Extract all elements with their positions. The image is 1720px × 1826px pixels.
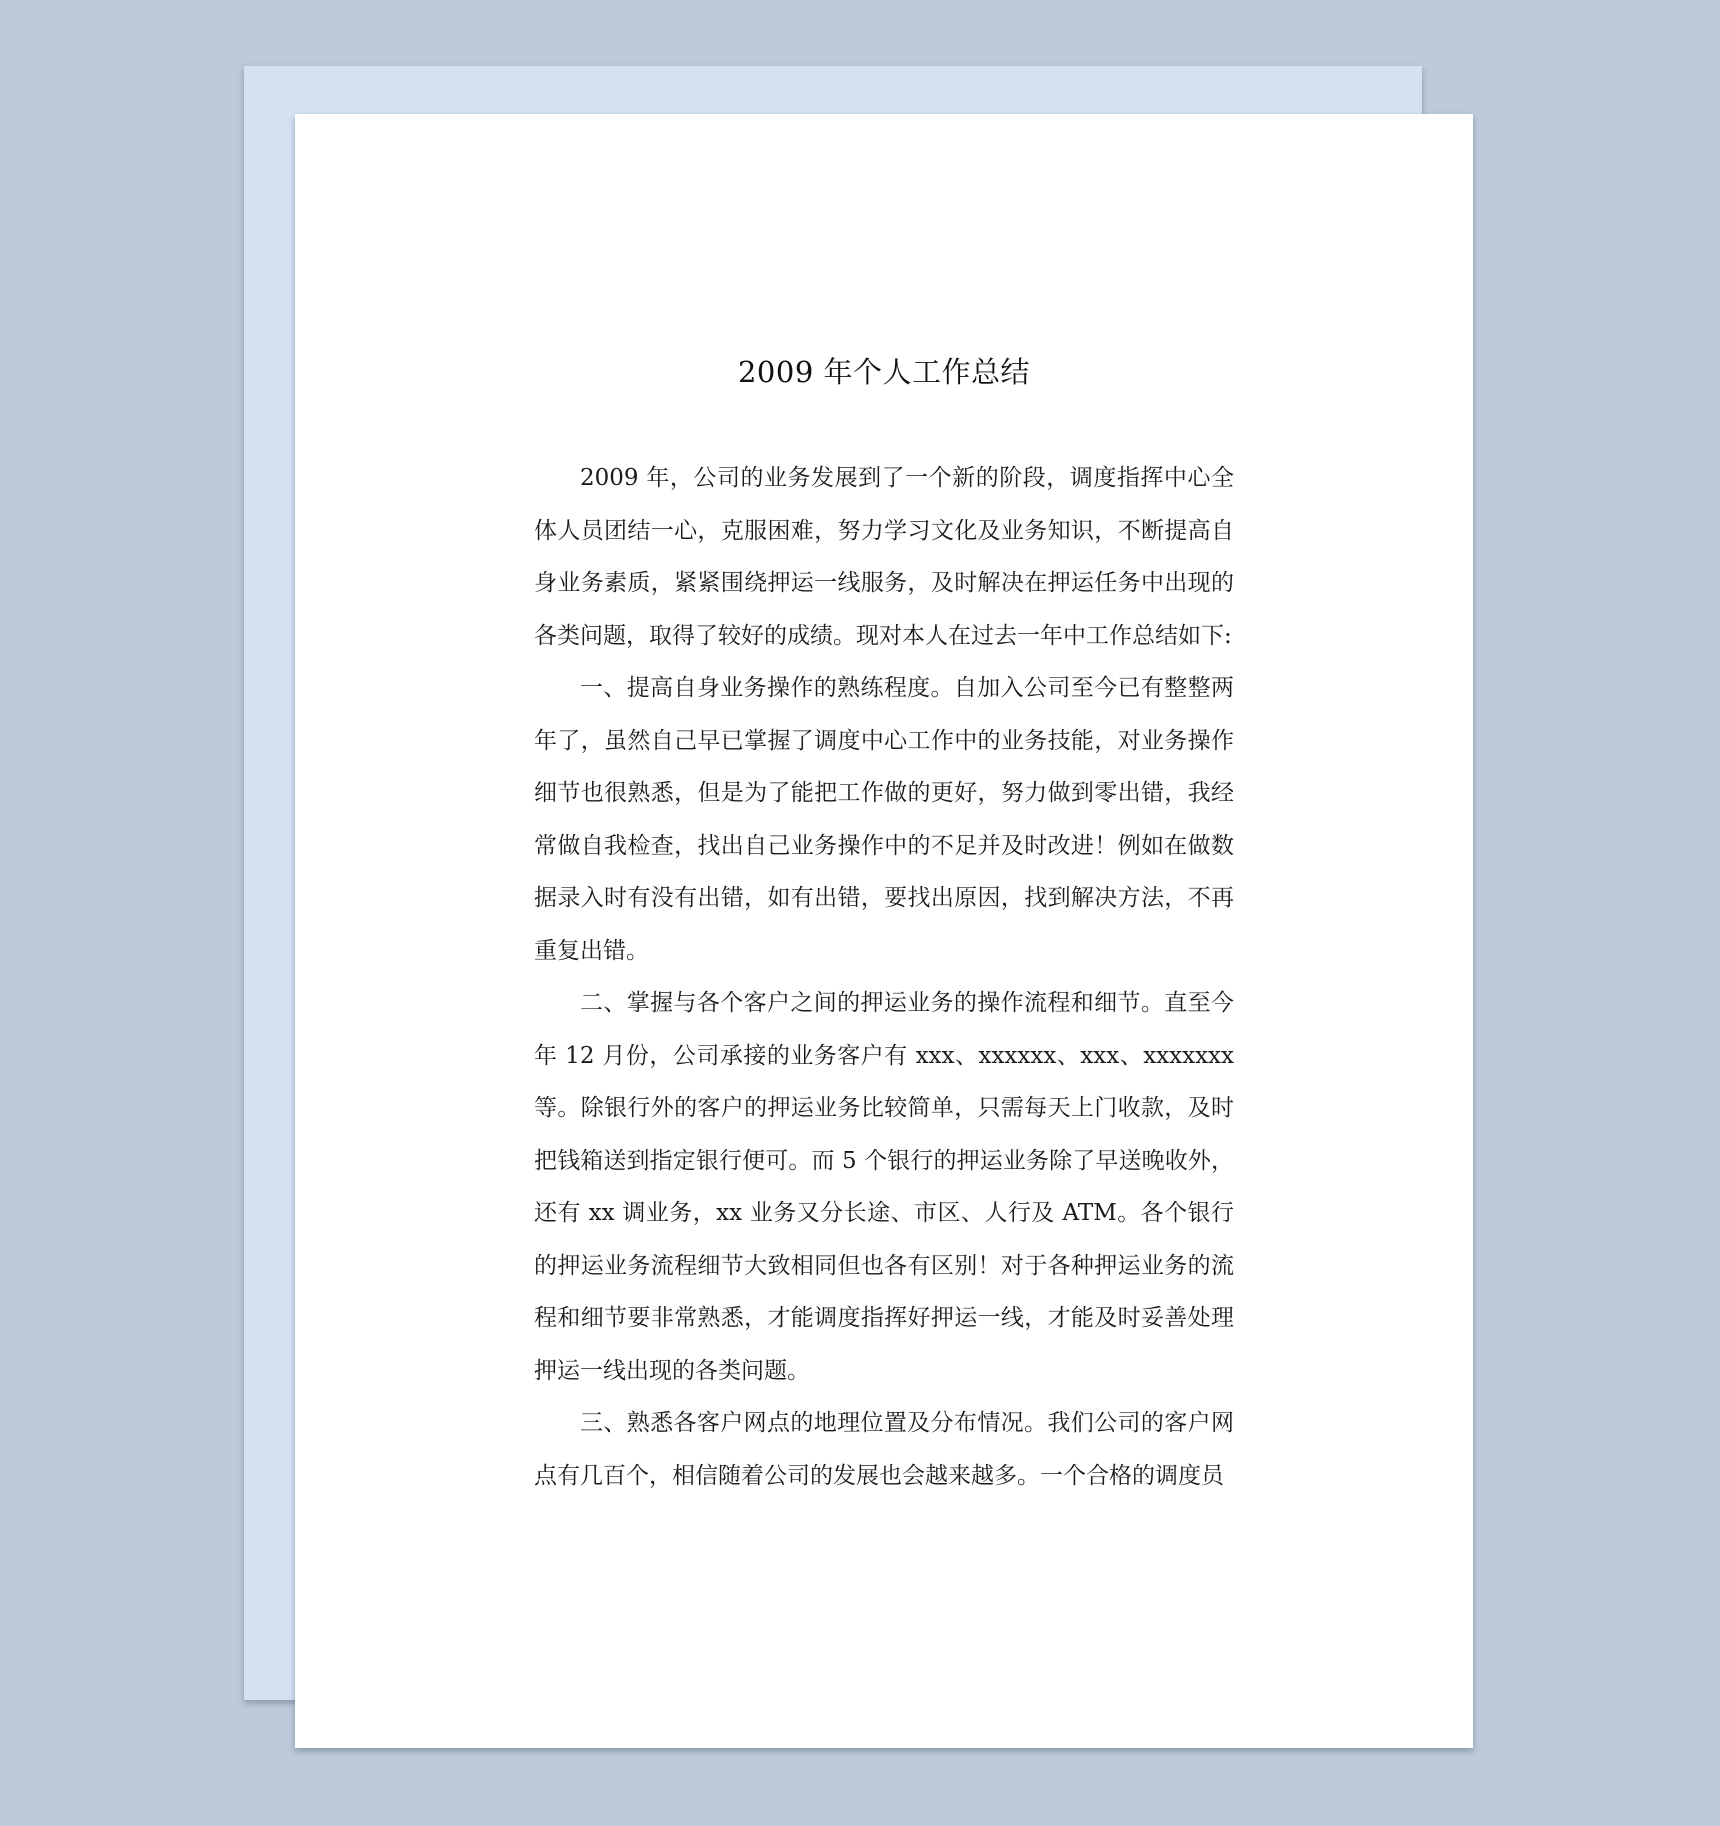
paragraph-intro: 2009 年，公司的业务发展到了一个新的阶段，调度指挥中心全体人员团结一心，克服困难，努力学习文化及业务知识，不断提高自身业务素质，紧紧围绕押运一线服务，及时解决在押运任务中出现的各类问题，取得了较好的成绩。现对本人在过去一年中工作总结如下: (534, 465, 1234, 649)
document-body (534, 452, 1234, 1502)
document-page (295, 114, 1473, 1748)
paragraph-section-2: 二、掌握与各个客户之间的押运业务的操作流程和细节。直至今年 12 月份，公司承接的业务客户有 xxx、xxxxxx、xxx、xxxxxxx 等。除银行外的客户的押运业务比较简单，只需每天上门收款，及时把钱箱送到指定银行便可。而 5 个银行的押运业务除了早送晚收外，还有 xx 调业务，xx 业务又分长途、市区、人行及 ATM。各个银行的押运业务流程细节大致相同但也各有区别！对于各种押运业务的流程和细节要非常熟悉，才能调度指挥好押运一线，才能及时妥善处理押运一线出现的各类问题。 (534, 990, 1234, 1384)
paragraph-section-1: 一、提高自身业务操作的熟练程度。自加入公司至今已有整整两年了，虽然自己早已掌握了调度中心工作中的业务技能，对业务操作细节也很熟悉，但是为了能把工作做的更好，努力做到零出错，我经常做自我检查，找出自己业务操作中的不足并及时改进！例如在做数据录入时有没有出错，如有出错，要找出原因，找到解决方法，不再重复出错。 (534, 675, 1234, 964)
paragraph-section-3: 三、熟悉各客户网点的地理位置及分布情况。我们公司的客户网点有几百个，相信随着公司的发展也会越来越多。一个合格的调度员 (534, 1410, 1234, 1489)
document-title: 2009 年个人工作总结 (737, 355, 1031, 389)
